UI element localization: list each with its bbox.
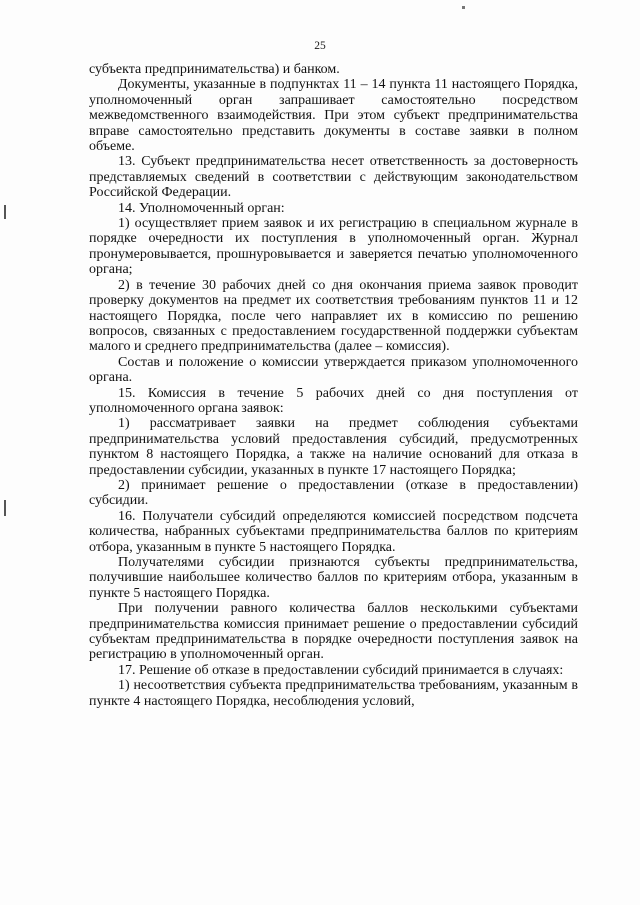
paragraph-14-2: 2) в течение 30 рабочих дней со дня окончания приема заявок проводит проверку документов на предмет их соответствия требованиям пунктов 11 и 12 настоящего Порядка, после чего направляет их в комиссию по решению вопросов, связанных с предоставлением государственной поддержки субъектам малого и среднего предпринимательства (далее – комиссия). xyxy=(89,277,578,355)
paragraph-commission: Состав и положение о комиссии утверждается приказом уполномоченного органа. xyxy=(89,354,578,386)
paragraph-documents-request: Документы, указанные в подпунктах 11 – 14 пункта 11 настоящего Порядка, уполномоченный орган запрашивает самостоятельно посредством межведомственного взаимодействия. При этом субъект предпринимательства вправе самостоятельно представить документы в составе заявки в полном объеме. xyxy=(89,77,578,155)
paragraph-15-1: 1) рассматривает заявки на предмет соблюдения субъектами предпринимательства условий предоставления субсидий, предусмотренных пунктом 8 настоящего Порядка, а также на наличие оснований для отказа в предоставлении субсидии, указанных в пункте 17 настоящего Порядка; xyxy=(89,416,578,478)
paragraph-17: 17. Решение об отказе в предоставлении субсидий принимается в случаях: xyxy=(118,662,564,678)
paragraph-equal-points: При получении равного количества баллов несколькими субъектами предпринимательства комиссия принимает решение о предоставлении субсидий субъектам предпринимательства в порядке очередности поступления заявок на регистрацию в уполномоченный орган. xyxy=(89,601,578,663)
document-body xyxy=(89,62,578,709)
paragraph-recipients: Получателями субсидии признаются субъекты предпринимательства, получившие наибольшее количество баллов по критериям отбора, указанным в пункте 5 настоящего Порядка. xyxy=(89,555,578,601)
paragraph-continuation: субъекта предпринимательства) и банком. xyxy=(89,62,340,77)
scan-mark xyxy=(462,6,465,9)
binding-mark-bottom xyxy=(4,500,6,516)
paragraph-14: 14. Уполномоченный орган: xyxy=(118,200,285,216)
paragraph-17-1: 1) несоответствия субъекта предпринимательства требованиям, указанным в пункте 4 настоящего Порядка, несоблюдения условий, xyxy=(89,678,578,709)
paragraph-14-1: 1) осуществляет прием заявок и их регистрацию в специальном журнале в порядке очередности их поступления в уполномоченный орган. Журнал пронумеровывается, прошнуровывается и заверяется печатью уполномоченного органа; xyxy=(89,216,578,278)
page-number: 25 xyxy=(314,40,326,52)
paragraph-15: 15. Комиссия в течение 5 рабочих дней со дня поступления от уполномоченного органа заявок: xyxy=(89,385,578,416)
paragraph-13: 13. Субъект предпринимательства несет ответственность за достоверность представляемых сведений в соответствии с действующим законодательством Российской Федерации. xyxy=(89,154,578,201)
paragraph-16: 16. Получатели субсидий определяются комиссией посредством подсчета количества, набранных субъектами предпринимательства баллов по критериям отбора, указанным в пункте 5 настоящего Порядка. xyxy=(89,508,578,555)
binding-mark-top xyxy=(4,205,6,219)
paragraph-15-2: 2) принимает решение о предоставлении (отказе в предоставлении) субсидии. xyxy=(89,477,578,509)
